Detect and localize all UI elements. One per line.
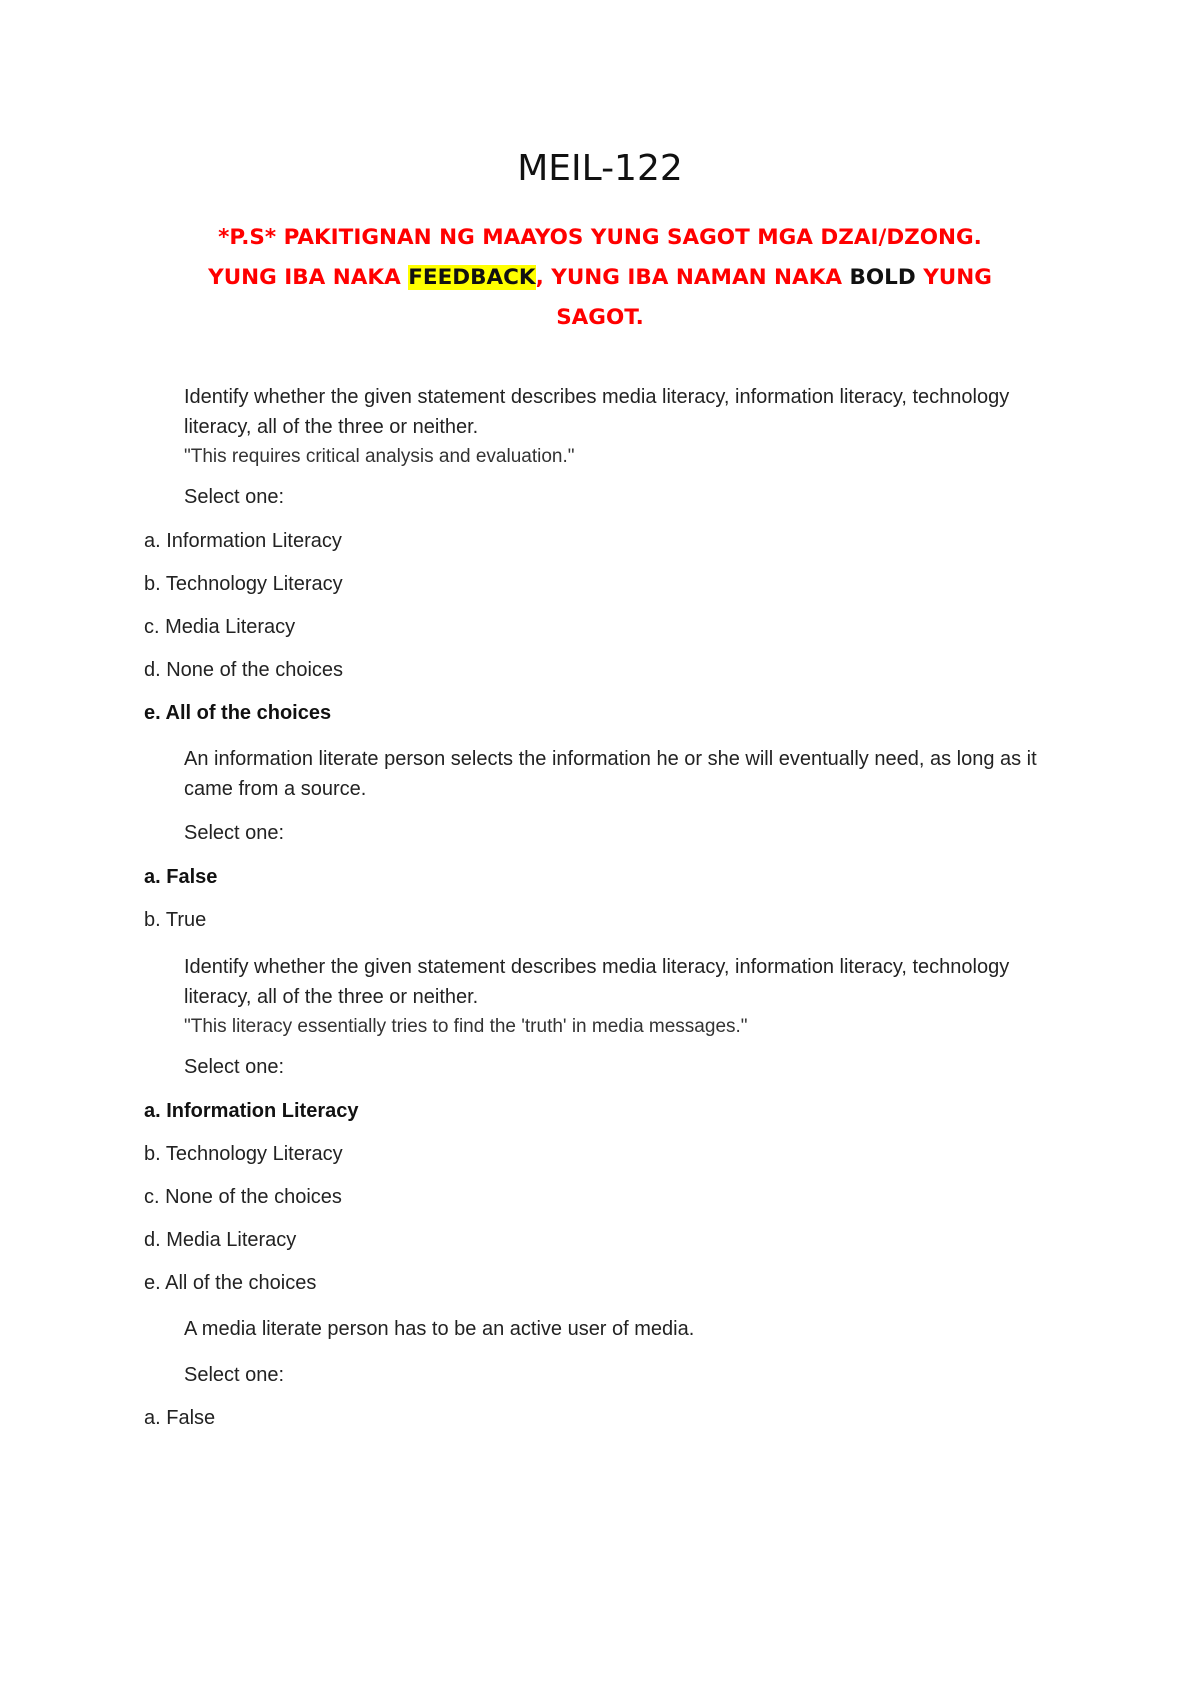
question-quote: "This literacy essentially tries to find the 'truth' in media messages." [184,1016,748,1037]
question-prompt: A media literate person has to be an active user of media. [184,1318,695,1340]
select-one-label: Select one: [184,1364,285,1386]
question-quote: "This requires critical analysis and evaluation." [184,446,575,467]
question-2-text [184,744,1064,804]
option-3b[interactable]: b. Technology Literacy [144,1143,343,1165]
notice-line-2 [200,258,1000,298]
option-1c[interactable]: c. Media Literacy [144,616,296,638]
question-prompt: An information literate person selects the information he or she will eventually need, as long as it came from a source. [184,748,1037,800]
question-3-text [184,952,1064,1042]
option-3e[interactable]: e. All of the choices [144,1272,317,1294]
option-1b[interactable]: b. Technology Literacy [144,573,343,595]
select-one-label: Select one: [184,486,285,508]
question-prompt: Identify whether the given statement describes media literacy, information literacy, technology literacy, all of the three or neither. [184,386,1010,438]
notice-banner [200,218,1000,338]
question-1-text [184,382,1064,472]
notice-text: YUNG [915,265,992,290]
option-3c[interactable]: c. None of the choices [144,1186,342,1208]
option-3a-answer[interactable]: a. Information Literacy [144,1100,359,1122]
option-2b[interactable]: b. True [144,909,207,931]
option-3d[interactable]: d. Media Literacy [144,1229,297,1251]
question-4-text [184,1314,1064,1344]
notice-text: , YUNG IBA NAMAN NAKA [535,265,850,290]
notice-text: YUNG IBA NAKA [208,265,409,290]
option-2a-answer[interactable]: a. False [144,866,218,888]
option-4a[interactable]: a. False [144,1407,216,1429]
question-prompt: Identify whether the given statement describes media literacy, information literacy, technology literacy, all of the three or neither. [184,956,1010,1008]
notice-line-3: SAGOT. [556,305,644,330]
document-title: MEIL-122 [517,148,683,189]
select-one-label: Select one: [184,822,285,844]
bold-word: BOLD [849,265,916,290]
notice-line-1: *P.S* PAKITIGNAN NG MAAYOS YUNG SAGOT MGA DZAI/DZONG. [218,225,982,250]
option-1a[interactable]: a. Information Literacy [144,530,342,552]
select-one-label: Select one: [184,1056,285,1078]
option-1e-answer[interactable]: e. All of the choices [144,702,332,724]
option-1d[interactable]: d. None of the choices [144,659,344,681]
feedback-highlight: FEEDBACK [408,265,536,290]
